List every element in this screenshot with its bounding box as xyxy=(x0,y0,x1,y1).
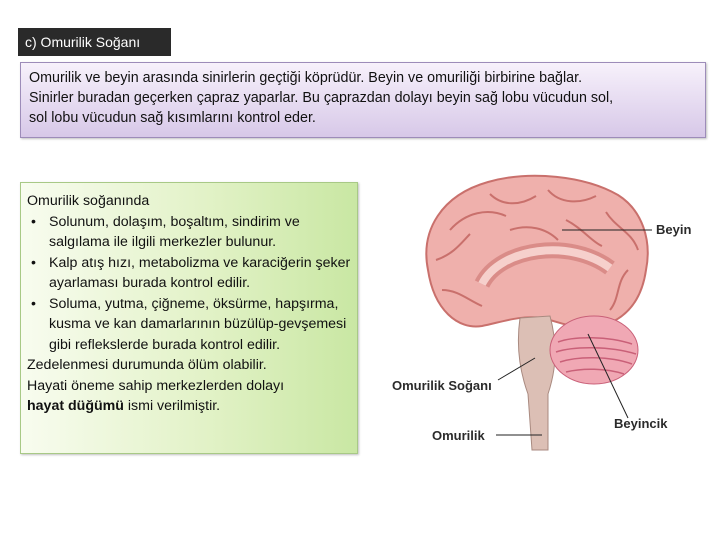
label-spinal-cord: Omurilik xyxy=(432,428,485,443)
brain-illustration xyxy=(370,150,720,470)
info-list xyxy=(27,212,351,356)
brain-figure xyxy=(370,150,720,470)
label-brain: Beyin xyxy=(656,222,692,237)
list-item xyxy=(27,212,351,253)
definition-line: sol lobu vücudun sağ kısımlarını kontrol eder. xyxy=(29,110,316,126)
definition-box xyxy=(20,62,706,138)
bold-term: hayat düğümü xyxy=(27,398,124,414)
brainstem-shape xyxy=(518,316,555,450)
list-item-text: Solunum, dolaşım, boşaltım, sindirim ve salgılama ile ilgili merkezler bulunur. xyxy=(49,213,300,250)
definition-line: Omurilik ve beyin arasında sinirlerin geçtiği köprüdür. Beyin ve omuriliği birbirine bağlar. xyxy=(29,70,583,86)
vital-note-text: Hayati öneme sahip merkezlerden dolayı xyxy=(27,377,285,394)
list-item xyxy=(27,294,351,356)
list-item-text: Soluma, yutma, çiğneme, öksürme, hapşırma, kusma ve kan damarlarının büzülüp-gevşemesi gibi reflekslerde burada kontrol edilir. xyxy=(49,295,347,353)
list-item xyxy=(27,253,351,294)
info-box xyxy=(20,182,358,454)
list-item-text: Kalp atış hızı, metabolizma ve karaciğerin şeker ayarlaması burada kontrol edilir. xyxy=(49,254,351,291)
bullet-icon: • xyxy=(31,295,36,312)
label-medulla: Omurilik Soğanı xyxy=(392,378,492,393)
bullet-icon: • xyxy=(31,254,36,271)
section-title: c) Omurilik Soğanı xyxy=(18,28,171,56)
cerebellum-shape xyxy=(550,316,638,384)
info-heading: Omurilik soğanında xyxy=(27,193,150,209)
vital-note-tail: ismi verilmiştir. xyxy=(123,398,221,414)
damage-note: Zedelenmesi durumunda ölüm olabilir. xyxy=(27,357,267,373)
vital-note xyxy=(27,376,351,417)
definition-line: Sinirler buradan geçerken çapraz yaparlar. Bu çaprazdan dolayı beyin sağ lobu vücudun sol, xyxy=(29,90,614,106)
label-cerebellum: Beyincik xyxy=(614,416,668,431)
bullet-icon: • xyxy=(31,213,36,230)
